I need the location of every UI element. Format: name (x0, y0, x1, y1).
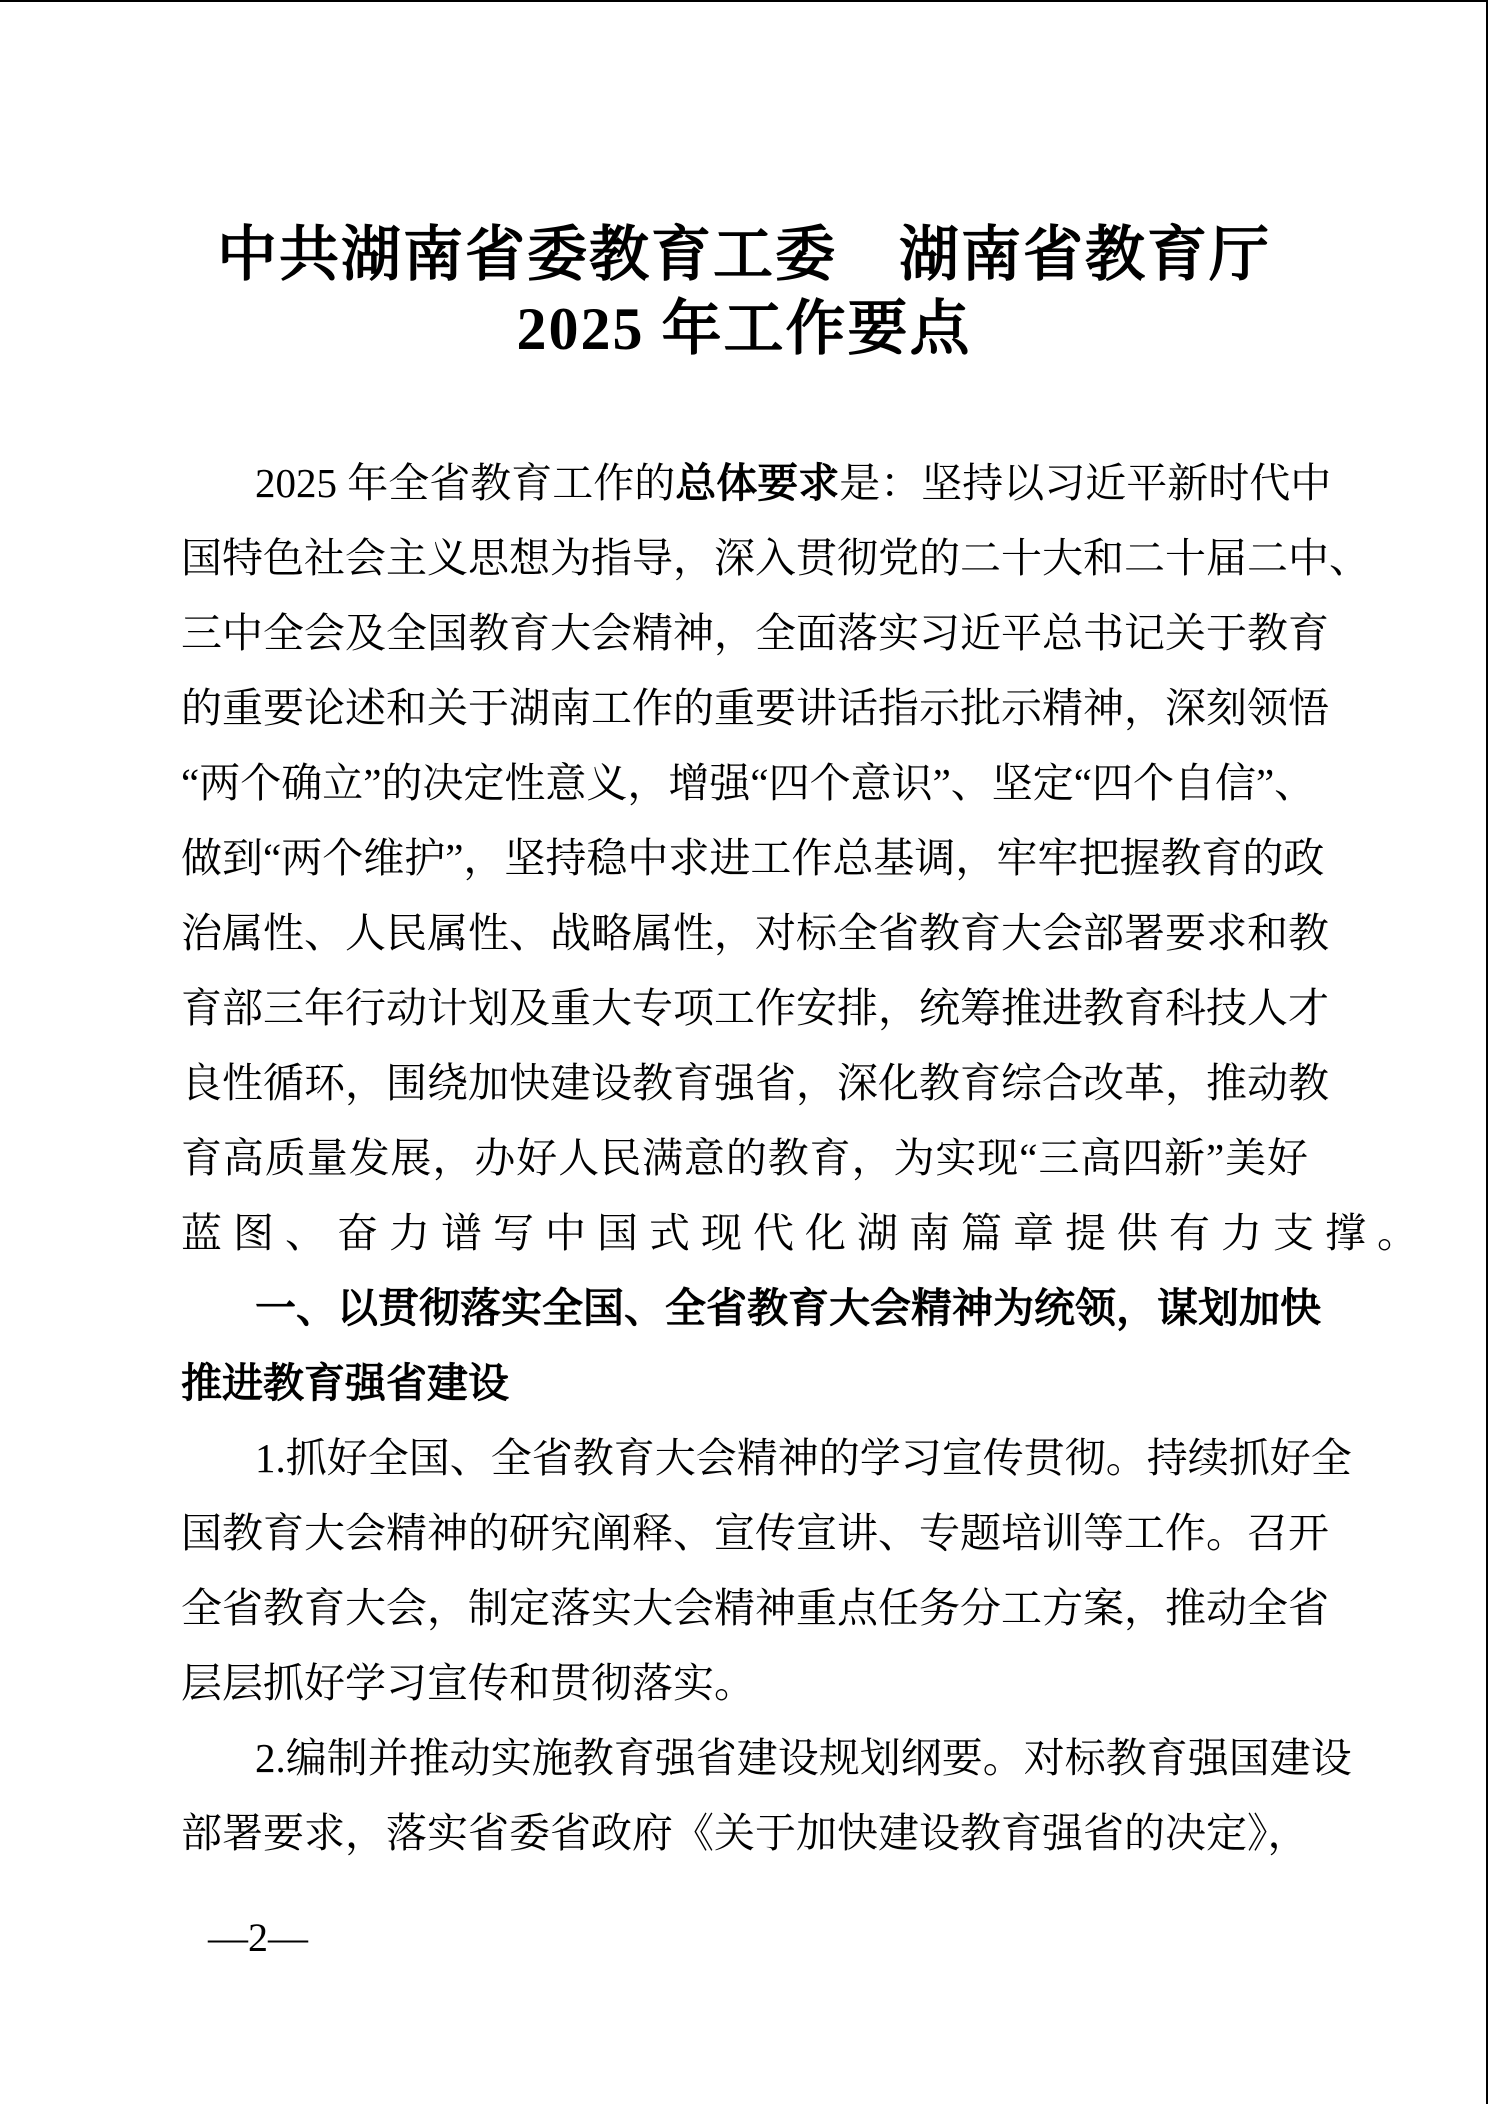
section-heading: 推进教育强省建设 (181, 1359, 509, 1407)
intro-line: 国特色社会主义思想为指导，深入贯彻党的二十大和二十届二中、 (181, 535, 1370, 581)
intro-line: 育高质量发展，办好人民满意的教育，为实现“三高四新”美好 (181, 1135, 1308, 1181)
item-line: 层层抓好学习宣传和贯彻落实。 (181, 1660, 755, 1706)
bold-key-phrase: 总体要求 (675, 459, 840, 507)
intro-line: 治属性、人民属性、战略属性，对标全省教育大会部署要求和教 (181, 910, 1329, 956)
document-title-line1: 中共湖南省委教育工委 湖南省教育厅 (217, 222, 1271, 288)
item-line: 全省教育大会，制定落实大会精神重点任务分工方案，推动全省 (181, 1585, 1329, 1631)
document-title-line2: 2025 年工作要点 (516, 296, 972, 362)
intro-line: 蓝图、奋力谱写中国式现代化湖南篇章提供有力支撑。 (181, 1210, 1429, 1256)
item-line: 1.抓好全国、全省教育大会精神的学习宣传贯彻。持续抓好全 (255, 1435, 1352, 1481)
intro-line: 三中全会及全国教育大会精神，全面落实习近平总书记关于教育 (181, 610, 1329, 656)
page-number: —2— (208, 1915, 308, 1960)
page-border-top (0, 0, 1488, 2)
intro-text: 2025 年全省教育工作的 (255, 460, 676, 506)
intro-line: 育部三年行动计划及重大专项工作安排，统筹推进教育科技人才 (181, 985, 1329, 1031)
intro-line: “两个确立”的决定性意义，增强“四个意识”、坚定“四个自信”、 (181, 760, 1316, 806)
intro-line: 做到“两个维护”，坚持稳中求进工作总基调，牢牢把握教育的政 (181, 835, 1325, 881)
intro-line: 良性循环，围绕加快建设教育强省，深化教育综合改革，推动教 (181, 1060, 1329, 1106)
intro-line: 的重要论述和关于湖南工作的重要讲话指示批示精神，深刻领悟 (181, 685, 1329, 731)
intro-line (255, 446, 1332, 521)
item-line: 国教育大会精神的研究阐释、宣传宣讲、专题培训等工作。召开 (181, 1510, 1329, 1556)
item-line: 2.编制并推动实施教育强省建设规划纲要。对标教育强国建设 (255, 1735, 1352, 1781)
item-line: 部署要求，落实省委省政府《关于加快建设教育强省的决定》， (181, 1810, 1309, 1856)
section-heading: 一、以贯彻落实全国、全省教育大会精神为统领，谋划加快 (255, 1284, 1321, 1332)
intro-text: 是：坚持以习近平新时代中 (839, 460, 1332, 506)
